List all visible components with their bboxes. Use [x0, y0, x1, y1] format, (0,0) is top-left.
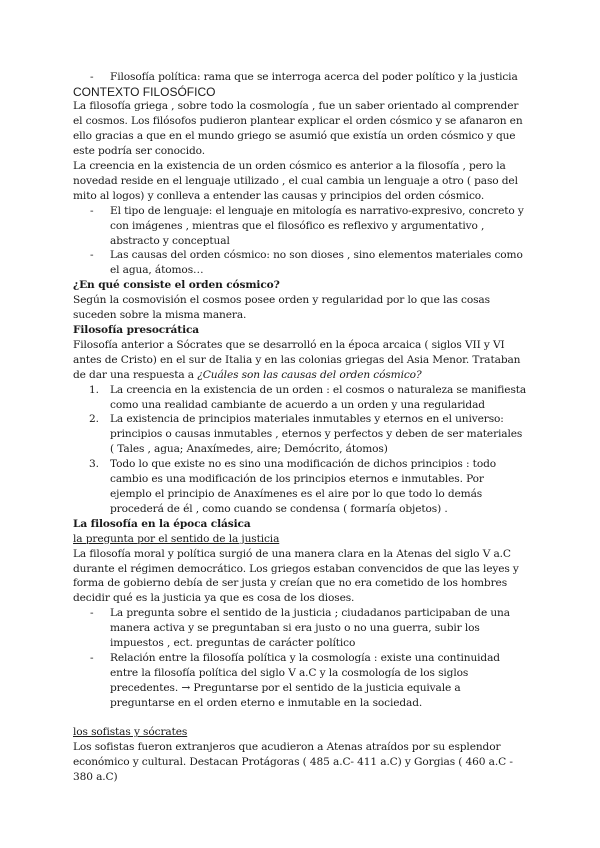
paragraph-1: La filosofía griega , sobre todo la cosmología , fue un saber orientado al comprender el cosmos. Los filósofos pudieron plantear explicar el orden cósmico y se afanaron en ello gracias a que en el mundo griego se asumió que existía un orden cósmico y que este podría ser conocido. — [73, 100, 523, 158]
list-lenguaje — [73, 204, 528, 279]
subheading-justicia: la pregunta por el sentido de la justicia — [73, 532, 280, 545]
list-number: 3. — [89, 458, 99, 471]
list-item — [73, 204, 528, 249]
paragraph-5: La filosofía moral y política surgió de una manera clara en la Atenas del siglo V a.C durante el régimen democrático. Los griegos estaban convencidos de que las leyes y forma de gobierno debía de ser justa y creían que no era cometido de los hombres decidir qué es la justicia ya que es cosa de los dioses. — [73, 547, 519, 605]
list-item-text: Todo lo que existe no es sino una modificación de dichos principios : todo cambio es una modificación de los principios eternos e inmutables. Por ejemplo el principio de Anaxímenes es el aire por lo que todo lo demás procederá de él , como cuando se condensa ( formaría objetos) . — [110, 458, 496, 515]
list-item-text: Relación entre la filosofía política y la cosmología : existe una continuidad entre la filosofía política del siglo V a.C y la cosmología de los siglos precedentes. → Preguntarse por el sentido de la justicia equivale a preguntarse en el orden eterno e inmutable en la sociedad. — [110, 651, 500, 709]
list-item — [73, 412, 528, 457]
top-list — [73, 70, 528, 85]
list-number: 2. — [89, 413, 99, 426]
list-item — [73, 383, 528, 413]
paragraph-6: Los sofistas fueron extranjeros que acudieron a Atenas atraídos por su esplendor económico y cultural. Destacan Protágoras ( 485 a.C- 411 a.C) y Gorgias ( 460 a.C - 380 a.C) — [73, 741, 513, 784]
paragraph-4-text: Filosofía anterior a Sócrates que se desarrolló en la época arcaica ( siglos VII y VI antes de Cristo) en el sur de Italia y en las colonias griegas del Asia Menor. Trataban de dar una respuesta a — [73, 338, 521, 381]
list-item — [73, 457, 528, 517]
paragraph-4-question: ¿Cuáles son las causas del orden cósmico? — [197, 368, 422, 381]
list-item-text: La existencia de principios materiales inmutables y eternos en el universo: principios o causas inmutables , eternos y perfectos y deben de ser materiales ( Tales , agua; Anaxímedes, aire; Demócrito, átomos) — [110, 413, 523, 456]
dash-marker: - — [90, 71, 94, 83]
paragraph-4 — [73, 338, 528, 383]
list-principios — [73, 383, 528, 517]
list-item — [73, 70, 528, 85]
document-page — [73, 70, 528, 785]
heading-epoca-clasica: La filosofía en la época clásica — [73, 517, 251, 530]
dash-marker: - — [90, 607, 94, 620]
list-item-text: La pregunta sobre el sentido de la justicia ; ciudadanos participaban de una manera activa y se preguntaban si era justo o no una guerra, subir los impuestos , ect. preguntas de carácter político — [110, 607, 510, 650]
list-justicia — [73, 606, 528, 710]
heading-orden-cosmico: ¿En qué consiste el orden cósmico? — [73, 279, 280, 292]
list-item-text: El tipo de lenguaje: el lenguaje en mitología es narrativo-expresivo, concreto y con imágenes , mientras que el filosófico es reflexivo y argumentativo , abstracto y conceptual — [110, 204, 524, 247]
list-item-text: Las causas del orden cósmico: no son dioses , sino elementos materiales como el agua, átomos… — [110, 249, 523, 277]
dash-marker: - — [90, 651, 94, 664]
list-item — [73, 248, 528, 278]
spacer — [73, 711, 528, 726]
paragraph-2: La creencia en la existencia de un orden cósmico es anterior a la filosofía , pero la novedad reside en el lenguaje utilizado , el cual cambia un lenguaje a otro ( paso del mito al logos) y conlleva a entender las causas y principios del orden cósmico. — [73, 160, 518, 202]
list-item — [73, 606, 528, 651]
dash-marker: - — [90, 249, 94, 262]
dash-marker: - — [90, 204, 94, 217]
list-item-text: La creencia en la existencia de un orden : el cosmos o naturaleza se manifiesta como una realidad cambiante de acuerdo a un orden y una regularidad — [110, 383, 527, 411]
list-number: 1. — [89, 383, 99, 396]
list-item-text: Filosofía política: rama que se interroga acerca del poder político y la justicia — [110, 71, 518, 83]
paragraph-3: Según la cosmovisión el cosmos posee orden y regularidad por lo que las cosas suceden sobre la misma manera. — [73, 294, 490, 322]
heading-contexto: CONTEXTO FILOSÓFICO — [73, 84, 216, 99]
subheading-sofistas: los sofistas y sócrates — [73, 726, 188, 739]
heading-presocratica: Filosofía presocrática — [73, 324, 200, 336]
list-item — [73, 651, 528, 711]
